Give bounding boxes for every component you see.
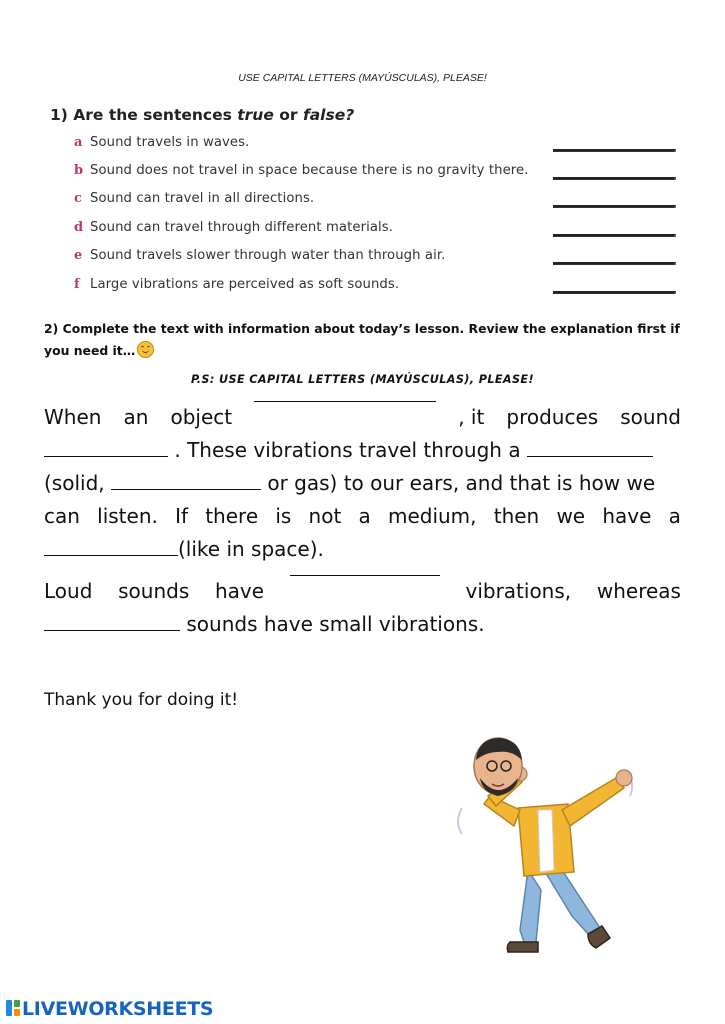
word: an <box>123 405 149 429</box>
dabbing-avatar-illustration <box>440 730 650 970</box>
word-or: or <box>279 106 298 124</box>
fill-blank-2[interactable] <box>44 456 168 457</box>
word: When <box>44 405 102 429</box>
word: is <box>275 504 292 528</box>
statement-letter: a <box>74 135 83 150</box>
paragraph-1-line-3 <box>44 467 681 500</box>
word: Loud <box>44 579 93 603</box>
paragraph-1-line-5 <box>44 533 681 566</box>
answer-blank-c[interactable] <box>553 205 676 208</box>
word: a <box>668 504 681 528</box>
statement-e <box>74 248 674 270</box>
statement-text: Sound can travel in all directions. <box>90 191 315 206</box>
word: have <box>214 579 265 603</box>
paragraph-1-line-1 <box>44 401 681 434</box>
sentence-fragment: . These vibrations travel through a <box>174 438 521 462</box>
word: vibrations, <box>465 579 572 603</box>
paragraph-2-line-2 <box>44 608 681 641</box>
word: produces <box>506 405 599 429</box>
statement-text: Sound travels slower through water than through air. <box>90 248 446 263</box>
answer-blank-a[interactable] <box>553 149 676 152</box>
word-true: true <box>237 106 274 124</box>
question-2-instruction <box>44 318 684 362</box>
sentence-fragment: (like in space). <box>178 537 324 561</box>
statement-b <box>74 163 674 185</box>
sentence-fragment: sounds have small vibrations. <box>186 612 485 636</box>
top-instruction: USE CAPITAL LETTERS (MAYÚSCULAS), PLEASE! <box>238 72 487 84</box>
smiley-icon <box>137 341 154 358</box>
liveworksheets-logo-icon <box>5 999 21 1017</box>
word-false: false? <box>302 106 355 124</box>
fill-blank-4[interactable] <box>111 489 261 490</box>
answer-blank-f[interactable] <box>553 291 676 294</box>
paragraph-1-line-2 <box>44 434 681 467</box>
liveworksheets-brand[interactable] <box>5 998 213 1020</box>
question-number: 1) <box>50 106 68 124</box>
ps-note: P.S: USE CAPITAL LETTERS (MAYÚSCULAS), PLEASE! <box>191 373 534 386</box>
question-2-text: 2) Complete the text with information about today’s lesson. Review the explanation first if you need it… <box>44 321 680 358</box>
word: whereas <box>596 579 681 603</box>
statement-f <box>74 277 674 299</box>
closing-text: Thank you for doing it! <box>44 690 239 710</box>
word: not <box>308 504 342 528</box>
brand-name: LIVEWORKSHEETS <box>22 998 214 1020</box>
fill-blank-1[interactable] <box>254 401 436 402</box>
statement-text: Sound travels in waves. <box>90 135 250 150</box>
word: , it <box>458 405 485 429</box>
statement-c <box>74 191 674 213</box>
statement-d <box>74 220 674 242</box>
word: can <box>44 504 80 528</box>
statement-text: Large vibrations are perceived as soft sounds. <box>90 277 400 292</box>
statement-letter: f <box>74 277 80 292</box>
answer-blank-e[interactable] <box>553 262 676 265</box>
paragraph-1-line-4 <box>44 500 681 533</box>
answer-blank-d[interactable] <box>553 234 676 237</box>
statement-letter: d <box>74 220 84 235</box>
word: object <box>170 405 233 429</box>
fill-blank-6[interactable] <box>290 575 440 576</box>
fill-blank-3[interactable] <box>527 456 653 457</box>
word: If <box>175 504 189 528</box>
word: there <box>205 504 259 528</box>
word: have <box>602 504 652 528</box>
statement-a <box>74 135 674 157</box>
word: medium, <box>387 504 477 528</box>
fill-blank-5[interactable] <box>44 555 178 556</box>
word: then <box>493 504 540 528</box>
statement-letter: b <box>74 163 84 178</box>
answer-blank-b[interactable] <box>553 177 676 180</box>
statement-letter: c <box>74 191 82 206</box>
fill-blank-7[interactable] <box>44 630 180 631</box>
question-1-title <box>50 106 354 124</box>
word: listen. <box>97 504 158 528</box>
question-title-start: Are the sentences <box>73 106 232 124</box>
word: sound <box>620 405 681 429</box>
paragraph-2-line-1 <box>44 575 681 608</box>
word: sounds <box>118 579 190 603</box>
sentence-fragment: or gas) to our ears, and that is how we <box>267 471 656 495</box>
statement-text: Sound does not travel in space because there is no gravity there. <box>90 163 529 178</box>
word: we <box>556 504 586 528</box>
statement-letter: e <box>74 248 83 263</box>
word: a <box>358 504 371 528</box>
sentence-fragment: (solid, <box>44 471 105 495</box>
statement-text: Sound can travel through different materials. <box>90 220 394 235</box>
